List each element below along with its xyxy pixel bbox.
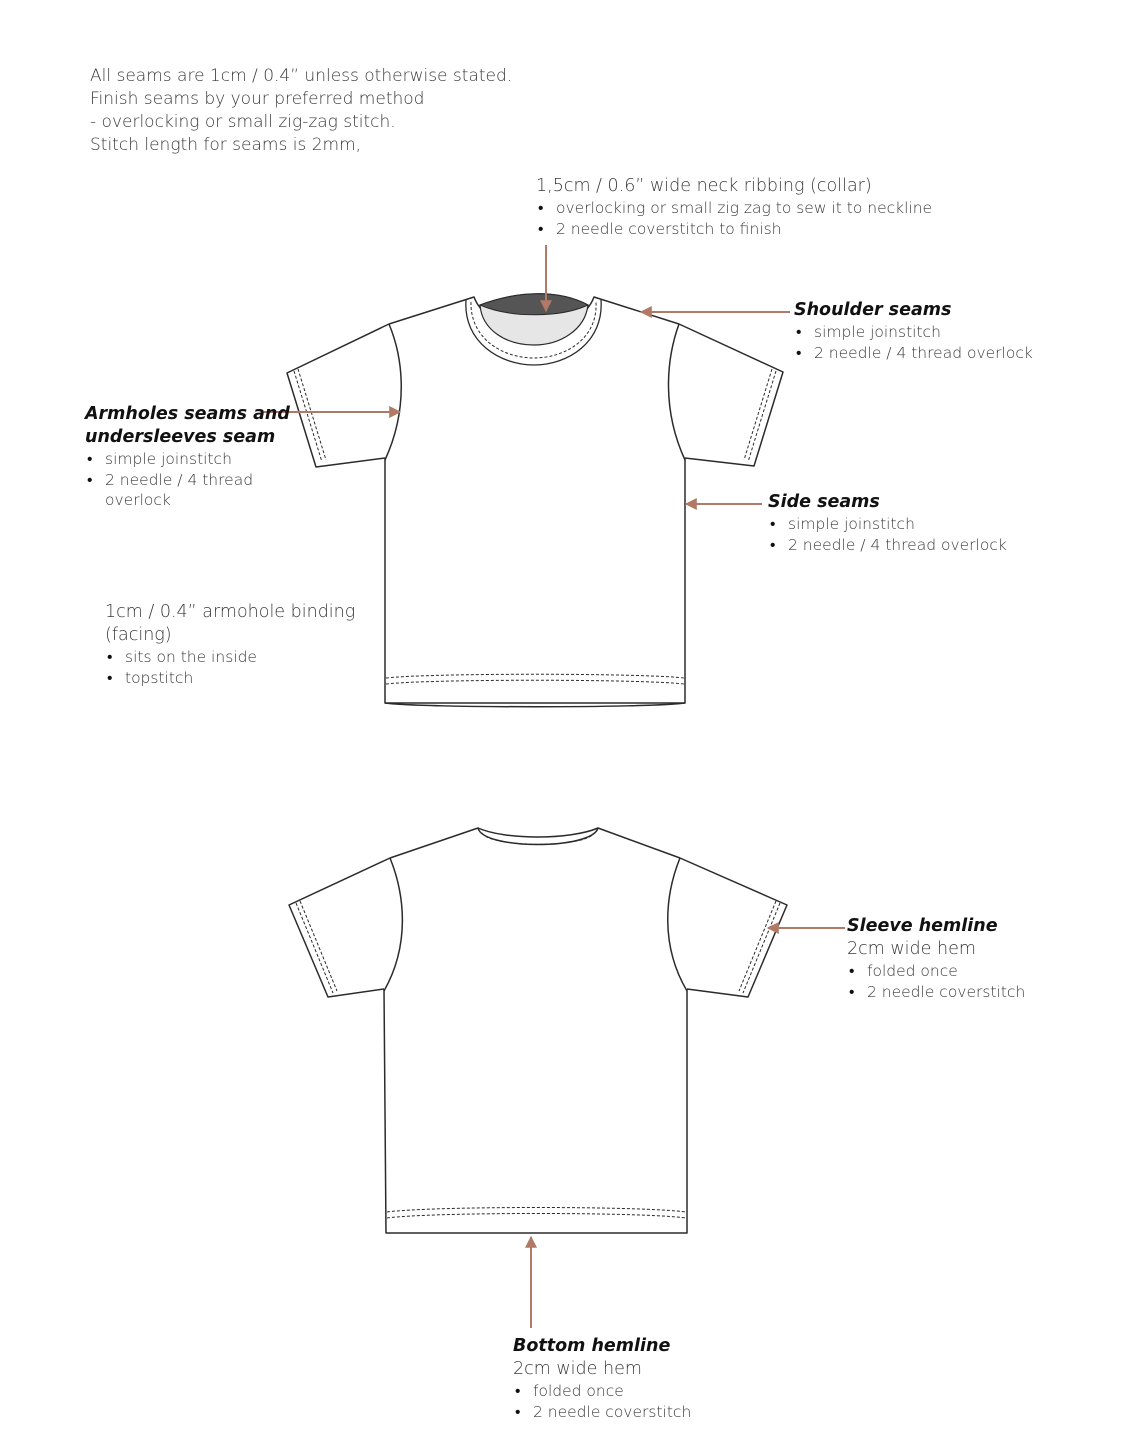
side-seams-bullet: • 2 needle / 4 thread overlock [768, 535, 1007, 556]
bottom-hemline-callout [513, 1335, 691, 1422]
armhole-binding-callout [105, 601, 355, 688]
front-left-sleeve-topstitch-2 [298, 369, 326, 460]
neck-ribbing-title: 1,5cm / 0.6” wide neck ribbing (collar) [536, 176, 872, 196]
front-hem-topstitch [386, 674, 684, 678]
side-seams-callout [768, 491, 1007, 555]
back-hem-topstitch [387, 1208, 686, 1213]
armhole-binding-bullet: • sits on the inside [105, 647, 355, 668]
back-right-sleeve-topstitch [743, 903, 780, 993]
back-left-sleeve-topstitch-2 [300, 901, 337, 991]
armhole-seams-heading-2: undersleeves seam [85, 427, 276, 447]
armhole-binding-title-1: 1cm / 0.4” armohole binding [105, 602, 356, 622]
sleeve-hemline-bullet: • 2 needle coverstitch [847, 982, 1025, 1003]
general-note-line: Finish seams by your preferred method [90, 89, 425, 109]
armhole-seams-bullet: • 2 needle / 4 thread [85, 470, 290, 491]
side-seams-bullet: • simple joinstitch [768, 514, 1007, 535]
front-left-armhole [385, 324, 401, 460]
shoulder-seams-bullet: • 2 needle / 4 thread overlock [794, 343, 1033, 364]
sleeve-hemline-heading: Sleeve hemline [847, 916, 998, 936]
front-left-sleeve [287, 324, 389, 467]
front-left-sleeve-topstitch [294, 371, 322, 462]
neck-ribbing-callout [536, 175, 932, 239]
front-right-armhole [668, 324, 685, 460]
back-right-sleeve-topstitch-2 [739, 901, 776, 991]
general-notes [90, 65, 512, 157]
general-note-line: - overlocking or small zig-zag stitch. [90, 112, 396, 132]
side-seams-heading: Side seams [768, 492, 880, 512]
front-right-sleeve-topstitch-2 [744, 369, 772, 460]
armhole-seams-bullet-continuation: overlock [105, 491, 171, 509]
sleeve-hemline-bullet: • folded once [847, 961, 1025, 982]
shoulder-seams-callout [794, 299, 1033, 363]
back-left-sleeve-topstitch [296, 903, 333, 993]
front-right-sleeve [679, 324, 783, 466]
bottom-hemline-bullet: • 2 needle coverstitch [513, 1402, 691, 1423]
sleeve-hemline-subtitle: 2cm wide hem [847, 939, 976, 959]
bottom-hemline-heading: Bottom hemline [513, 1336, 671, 1356]
armhole-seams-heading-1: Armholes seams and [85, 404, 290, 424]
general-note-line: Stitch length for seams is 2mm, [90, 135, 362, 155]
back-tshirt [289, 828, 787, 1233]
sleeve-hemline-callout [847, 915, 1025, 1002]
bottom-hemline-subtitle: 2cm wide hem [513, 1359, 642, 1379]
back-hem-topstitch-2 [387, 1214, 686, 1219]
back-left-armhole [384, 858, 402, 991]
front-hem-topstitch-2 [386, 680, 684, 684]
general-note-line: All seams are 1cm / 0.4” unless otherwise stated. [90, 66, 513, 86]
neck-ribbing-bullet: • overlocking or small zig zag to sew it to neckline [536, 198, 932, 219]
shoulder-seams-heading: Shoulder seams [794, 300, 952, 320]
bottom-hemline-bullet: • folded once [513, 1381, 691, 1402]
callout-arrows [264, 245, 845, 1328]
neck-ribbing-bullet: • 2 needle coverstitch to finish [536, 219, 932, 240]
armhole-seams-callout [85, 403, 290, 511]
front-right-sleeve-topstitch [748, 371, 776, 462]
shoulder-seams-bullet: • simple joinstitch [794, 322, 1033, 343]
armhole-binding-title-2: (facing) [105, 625, 172, 645]
armhole-binding-bullet: • topstitch [105, 668, 355, 689]
armhole-seams-bullet: • simple joinstitch [85, 449, 290, 470]
back-body [384, 828, 687, 1233]
front-neckline [466, 294, 601, 365]
back-right-armhole [668, 858, 687, 991]
back-left-sleeve [289, 858, 390, 997]
